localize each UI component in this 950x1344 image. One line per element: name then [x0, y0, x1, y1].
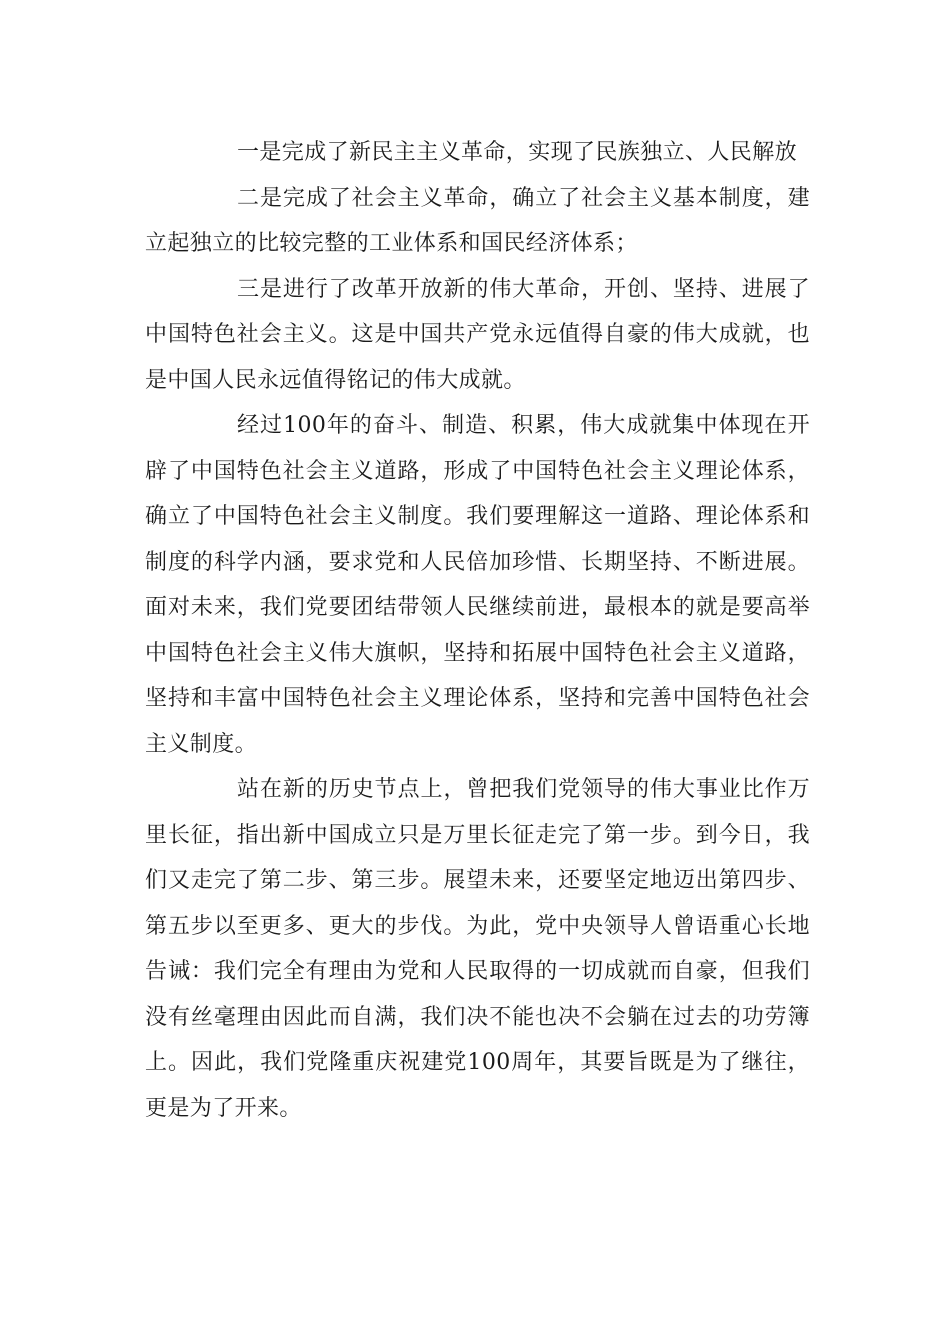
- paragraph-2: 二是完成了社会主义革命，确立了社会主义基本制度，建立起独立的比较完整的工业体系和国民经济体系；: [145, 185, 810, 256]
- paragraph-4: 经过100年的奋斗、制造、积累，伟大成就集中体现在开辟了中国特色社会主义道路，形成了中国特色社会主义理论体系，确立了中国特色社会主义制度。我们要理解这一道路、理论体系和制度的科学内涵，要求党和人民倍加珍惜、长期坚持、不断进展。面对未来，我们党要团结带领人民继续前进，最根本的就是要高举中国特色社会主义伟大旗帜，坚持和拓展中国特色社会主义道路，坚持和丰富中国特色社会主义理论体系，坚持和完善中国特色社会主义制度。: [145, 413, 810, 757]
- paragraph-5: 站在新的历史节点上，曾把我们党领导的伟大事业比作万里长征，指出新中国成立只是万里长征走完了第一步。到今日，我们又走完了第二步、第三步。展望未来，还要坚定地迈出第四步、第五步以至更多、更大的步伐。为此，党中央领导人曾语重心长地告诫：我们完全有理由为党和人民取得的一切成就而自豪，但我们没有丝毫理由因此而自满，我们决不能也决不会躺在过去的功劳簿上。因此，我们党隆重庆祝建党100周年，其要旨既是为了继往，更是为了开来。: [145, 777, 810, 1121]
- paragraph-3: 三是进行了改革开放新的伟大革命，开创、坚持、进展了中国特色社会主义。这是中国共产党永远值得自豪的伟大成就，也是中国人民永远值得铭记的伟大成就。: [145, 276, 810, 393]
- paragraph-1: 一是完成了新民主主义革命，实现了民族独立、人民解放: [237, 140, 798, 165]
- document-body: [145, 130, 810, 1131]
